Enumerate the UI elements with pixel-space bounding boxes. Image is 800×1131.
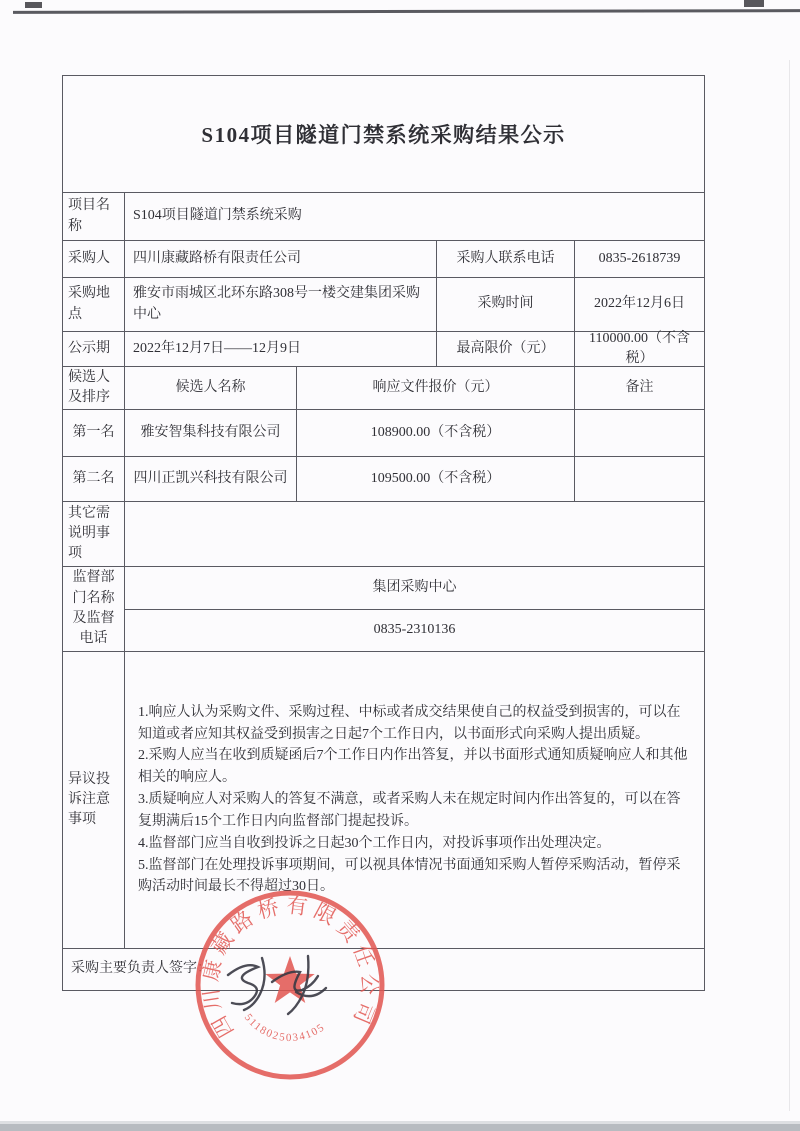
time-label: 采购时间 [436,278,574,331]
objection-text [138,702,691,898]
objection-content [124,652,704,948]
objection-label: 异议投诉注意事项 [68,771,110,828]
signature-row [63,948,704,990]
purchaser-phone-value: 0835-2618739 [574,241,704,277]
publicity-value: 2022年12月7日——12月9日 [124,332,436,366]
location-label: 采购地点 [68,286,110,322]
supervision-department: 集团采购中心 [372,579,457,595]
candidate-rank: 第二名 [72,470,115,486]
location-row [63,277,704,331]
scan-artifact-bottom-strip [0,1124,800,1131]
purchaser-value: 四川康藏路桥有限责任公司 [124,241,436,277]
time-value: 2022年12月6日 [574,278,704,331]
other-notes-label: 其它需说明事项 [68,505,110,562]
publicity-label: 公示期 [68,340,110,356]
candidate-price: 108900.00（不含税） [296,410,574,456]
scan-artifact-top-left [25,2,42,8]
other-notes-row [63,501,704,566]
objection-item-4: 4.监督部门应当自收到投诉之日起30个工作日内，对投诉事项作出处理决定。 [138,835,611,851]
purchaser-label: 采购人 [68,250,110,266]
candidates-rank-header: 候选人及排序 [68,369,110,405]
scan-artifact-top-line [13,9,800,13]
candidate-row [63,409,704,456]
max-price-label: 最高限价（元） [436,332,574,366]
objection-item-2: 2.采购人应当在收到质疑函后7个工作日内作出答复，并以书面形式通知质疑响应人和其他相关的响应人。 [138,748,688,786]
scan-artifact-right-edge [789,60,790,1111]
candidates-header-row [63,366,704,409]
project-name-row [63,192,704,240]
other-notes-value [124,502,704,566]
location-value: 雅安市雨城区北环东路308号一楼交建集团采购中心 [124,278,436,331]
document-title: S104项目隧道门禁系统采购结果公示 [201,123,566,147]
candidate-remark [574,410,704,456]
seal-number-text: 5118025034105 [241,1011,328,1045]
purchaser-row [63,240,704,277]
procurement-result-table [62,75,705,991]
objection-item-3: 3.质疑响应人对采购人的答复不满意，或者采购人未在规定时间内作出答复的，可以在答复期满后15个工作日内向监督部门提起投诉。 [138,792,681,829]
candidate-rank: 第一名 [72,424,115,440]
supervision-values [124,567,704,651]
candidate-name: 四川正凯兴科技有限公司 [124,457,296,501]
seal-company-text: 四川康藏路桥有限责任公司 [198,893,382,1042]
purchaser-phone-label: 采购人联系电话 [436,241,574,277]
max-price-value: 110000.00（不含税） [574,332,704,366]
publicity-row [63,331,704,366]
supervision-row [63,566,704,651]
objection-row [63,651,704,948]
objection-item-1: 1.响应人认为采购文件、采购过程、中标或者成交结果使自己的权益受到损害的，可以在知道或者应知其权益受到损害之日起7个工作日内，以书面形式向采购人提出质疑。 [138,704,681,742]
project-name-value: S104项目隧道门禁系统采购 [124,193,704,240]
signature-label: 采购主要负责人签字： [71,961,211,977]
candidates-price-header: 响应文件报价（元） [296,367,574,409]
scan-artifact-top-right [744,0,764,7]
supervision-label: 监督部门名称及监督电话 [72,570,115,647]
project-name-label: 项目名称 [68,198,110,234]
title-row [63,76,704,192]
candidate-row [63,456,704,501]
candidate-remark [574,457,704,501]
candidates-name-header: 候选人名称 [124,367,296,409]
objection-item-5: 5.监督部门在处理投诉事项期间，可以视具体情况书面通知采购人暂停采购活动，暂停采购活动时间最长不得超过30日。 [138,857,681,895]
candidate-price: 109500.00（不含税） [296,457,574,501]
candidate-name: 雅安智集科技有限公司 [124,410,296,456]
supervision-phone: 0835-2310136 [125,609,704,652]
candidates-remark-header: 备注 [574,367,704,409]
